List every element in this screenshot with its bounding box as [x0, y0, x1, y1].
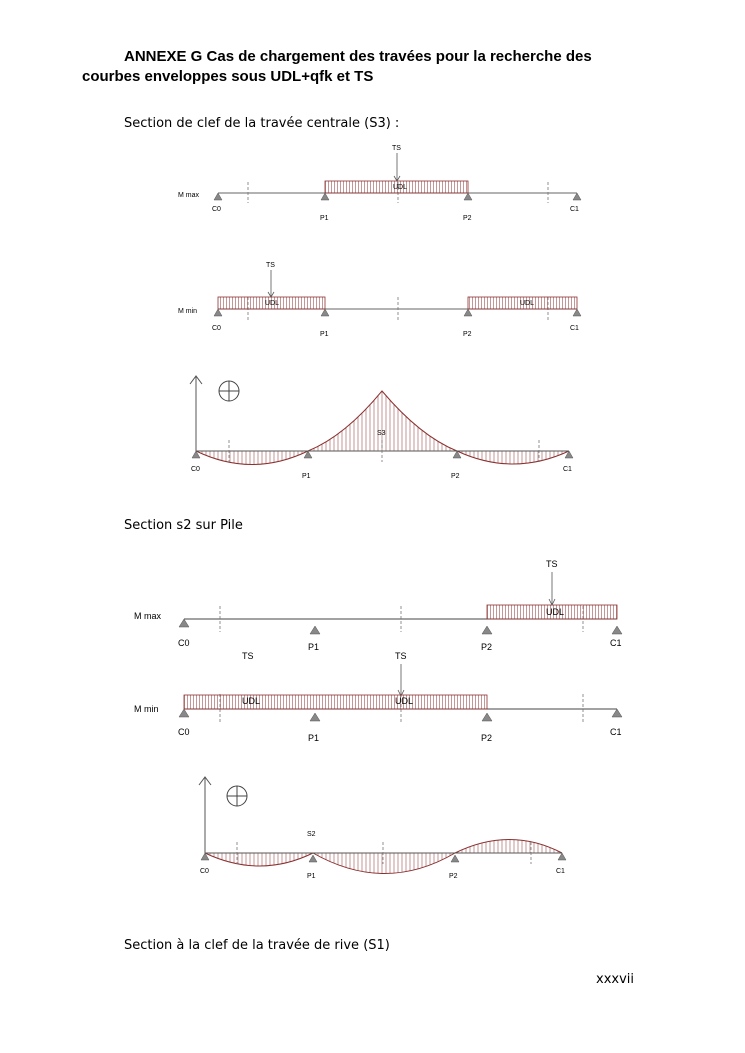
s3-inf-c0-label: C0 [191, 466, 200, 473]
s2-mmin-ts-label-right: TS [395, 651, 407, 661]
s3-inf-p1-label: P1 [302, 473, 311, 480]
s3-mmax-c1-label: C1 [570, 206, 579, 213]
s3-mmin-ts-label: TS [266, 262, 275, 269]
support-p1-icon [321, 193, 329, 200]
s2-mmin-udl-label-right: UDL [395, 696, 414, 706]
s2-mmax-c0-label: C0 [178, 638, 190, 648]
s3-mmax-ts-label: TS [392, 145, 401, 152]
page-number: xxxvii [596, 972, 634, 987]
s3-influence-line [190, 376, 573, 480]
s3-mmin-p1-label: P1 [320, 331, 329, 338]
s3-section-label: S3 [377, 430, 386, 437]
s2-mmin-ts-label-left: TS [242, 651, 254, 661]
s2-inf-p1-label: P1 [307, 873, 316, 880]
s2-mmax-label: M max [134, 611, 161, 621]
s3-mmin-c1-label: C1 [570, 325, 579, 332]
s3-mmax-diagram [178, 145, 581, 222]
s2-inf-p2-label: P2 [449, 873, 458, 880]
s2-inf-c0-label: C0 [200, 868, 209, 875]
section-s1-heading: Section à la clef de la travée de rive (S1) [124, 938, 390, 953]
s2-mmax-c1-label: C1 [610, 638, 622, 648]
s3-mmin-diagram [178, 262, 581, 338]
s2-inf-c1-label: C1 [556, 868, 565, 875]
s2-mmax-ts-label: TS [546, 559, 558, 569]
support-c1-icon [573, 193, 581, 200]
s2-mmax-diagram [134, 559, 622, 652]
s2-mmin-c1-label: C1 [610, 727, 622, 737]
s2-mmax-p2-label: P2 [481, 642, 493, 652]
title-line-1: ANNEXE G Cas de chargement des travées pour la recherche des [124, 48, 592, 65]
s3-mmax-udl-label: UDL [393, 184, 408, 191]
s3-mmax-c0-label: C0 [212, 206, 221, 213]
s2-positive-sign-icon [227, 786, 247, 806]
s3-inf-c1-label: C1 [563, 466, 572, 473]
s3-mmin-udl-label-left: UDL [265, 300, 280, 307]
s2-mmax-p1-label: P1 [308, 642, 320, 652]
s3-mmax-p1-label: P1 [320, 215, 329, 222]
section-s2-heading: Section s2 sur Pile [124, 518, 243, 533]
s2-mmin-udl-label-left: UDL [242, 696, 261, 706]
s2-mmin-p2-label: P2 [481, 733, 493, 743]
section-s3-heading: Section de clef de la travée centrale (S3) : [124, 116, 400, 131]
s2-mmin-c0-label: C0 [178, 727, 190, 737]
support-c0-icon [214, 193, 222, 200]
s2-mmin-label: M min [134, 704, 159, 714]
s3-mmin-label: M min [178, 308, 198, 315]
s3-positive-sign-icon [219, 381, 239, 401]
s3-inf-p2-label: P2 [451, 473, 460, 480]
s3-mmax-label: M max [178, 192, 199, 199]
s2-influence-line [199, 777, 566, 880]
s2-section-label: S2 [307, 831, 316, 838]
s2-mmin-diagram [134, 651, 622, 743]
s3-mmin-udl-label-right: UDL [520, 300, 535, 307]
title-line-2: courbes enveloppes sous UDL+qfk et TS [82, 68, 374, 85]
s2-mmax-udl-label: UDL [546, 607, 565, 617]
s2-mmin-p1-label: P1 [308, 733, 320, 743]
s2-mmin-udl-load [184, 695, 487, 709]
s3-mmin-c0-label: C0 [212, 325, 221, 332]
s3-mmin-p2-label: P2 [463, 331, 472, 338]
s3-mmax-p2-label: P2 [463, 215, 472, 222]
support-p2-icon [464, 193, 472, 200]
